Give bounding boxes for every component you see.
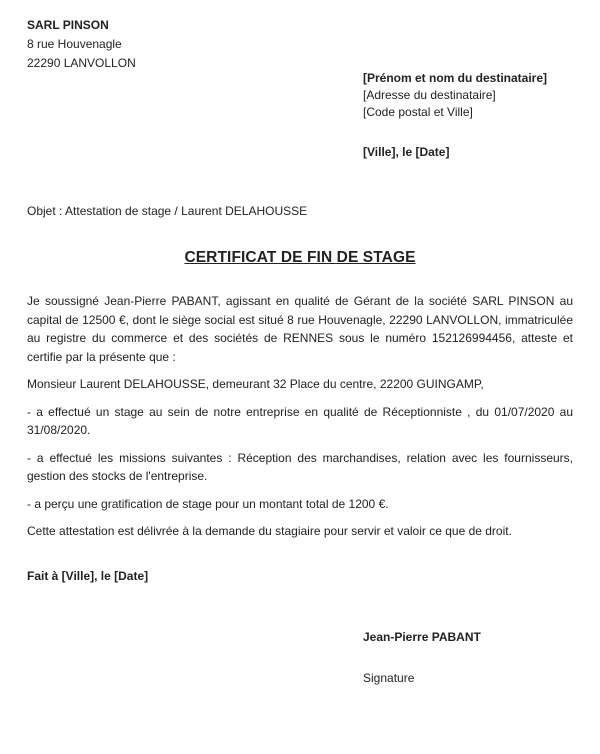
place-date: [Ville], le [Date] [363, 145, 450, 159]
document-body [27, 292, 573, 550]
body-paragraph: - a perçu une gratification de stage pour un montant total de 1200 €. [27, 496, 389, 511]
body-paragraph: Monsieur Laurent DELAHOUSSE, demeurant 32 Place du centre, 22200 GUINGAMP, [27, 377, 484, 391]
body-paragraph: Cette attestation est délivrée à la demande du stagiaire pour servir et valoir ce que de droit. [27, 524, 512, 538]
recipient-postal: [Code postal et Ville] [363, 105, 473, 119]
body-paragraph: Je soussigné Jean-Pierre PABANT, agissant en qualité de Gérant de la société SARL PINSON au capital de 12500 €, dont le siège social est situé 8 rue Houvenagle, 22290 LANVOLLON, immatriculée au registre du commerce et des sociétés de RENNES sous le numéro 152126994456, atteste et certifie par la présente que : [27, 294, 573, 364]
recipient-address: [Adresse du destinataire] [363, 88, 496, 102]
recipient-name: [Prénom et nom du destinataire] [363, 71, 548, 85]
sender-block [27, 16, 136, 73]
recipient-block [363, 70, 547, 121]
signer-name: Jean-Pierre PABANT [363, 630, 481, 644]
subject-line: Objet : Attestation de stage / Laurent DELAHOUSSE [27, 204, 308, 218]
signature-label: Signature [363, 671, 415, 685]
body-paragraph: - a effectué un stage au sein de notre entreprise en qualité de Réceptionniste , du 01/07/2020 au 31/08/2020. [27, 404, 573, 437]
body-paragraph: - a effectué les missions suivantes : Réception des marchandises, relation avec les fournisseurs, gestion des stocks de l'entreprise. [27, 450, 573, 483]
sender-street: 8 rue Houvenagle [27, 37, 122, 51]
made-at-line: Fait à [Ville], le [Date] [27, 569, 149, 583]
document-title: CERTIFICAT DE FIN DE STAGE [184, 249, 416, 266]
sender-city: 22290 LANVOLLON [27, 56, 136, 70]
sender-company: SARL PINSON [27, 18, 109, 32]
